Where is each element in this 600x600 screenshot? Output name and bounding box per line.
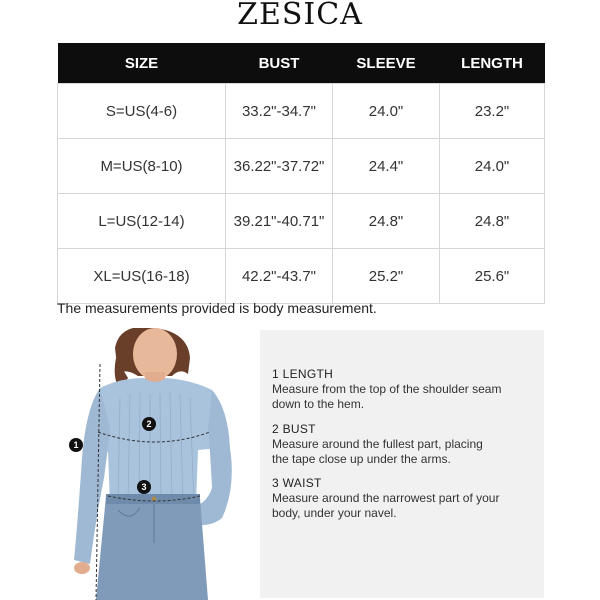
guide-description: Measure from the top of the shoulder seam down to the hem. [272, 382, 502, 411]
cell-size: L=US(12-14) [58, 194, 226, 249]
guide-description: Measure around the narrowest part of your body, under your navel. [272, 491, 500, 520]
table-row [58, 139, 545, 194]
cell-length: 25.6" [440, 249, 545, 304]
guide-title: 3 WAIST [272, 476, 322, 490]
marker-bust: 2 [142, 417, 156, 431]
measurement-guide-panel [260, 330, 544, 598]
cell-size: XL=US(16-18) [58, 249, 226, 304]
header-sleeve: SLEEVE [333, 43, 440, 84]
header-length: LENGTH [440, 43, 545, 84]
table-row [58, 194, 545, 249]
guide-item-bust [272, 422, 502, 467]
cell-bust: 39.21"-40.71" [226, 194, 333, 249]
cell-size: S=US(4-6) [58, 84, 226, 139]
cell-length: 24.0" [440, 139, 545, 194]
guide-item-waist [272, 476, 502, 521]
marker-length: 1 [69, 438, 83, 452]
table-row [58, 84, 545, 139]
marker-waist: 3 [137, 480, 151, 494]
table-header-row [58, 43, 545, 84]
brand-logo: ZESICA [237, 0, 363, 32]
cell-bust: 42.2"-43.7" [226, 249, 333, 304]
cell-length: 24.8" [440, 194, 545, 249]
guide-item-length [272, 367, 502, 412]
table-row [58, 249, 545, 304]
model-illustration [60, 328, 260, 600]
cell-bust: 36.22"-37.72" [226, 139, 333, 194]
cell-sleeve: 24.8" [333, 194, 440, 249]
size-chart-table [57, 43, 545, 304]
header-size: SIZE [58, 43, 226, 84]
cell-sleeve: 24.4" [333, 139, 440, 194]
guide-title: 2 BUST [272, 422, 316, 436]
guide-title: 1 LENGTH [272, 367, 334, 381]
header-bust: BUST [226, 43, 333, 84]
guide-description: Measure around the fullest part, placing the tape close up under the arms. [272, 437, 483, 466]
cell-bust: 33.2"-34.7" [226, 84, 333, 139]
cell-sleeve: 25.2" [333, 249, 440, 304]
model-figure [60, 328, 260, 600]
cell-size: M=US(8-10) [58, 139, 226, 194]
cell-sleeve: 24.0" [333, 84, 440, 139]
cell-length: 23.2" [440, 84, 545, 139]
measurement-note: The measurements provided is body measurement. [57, 300, 377, 316]
